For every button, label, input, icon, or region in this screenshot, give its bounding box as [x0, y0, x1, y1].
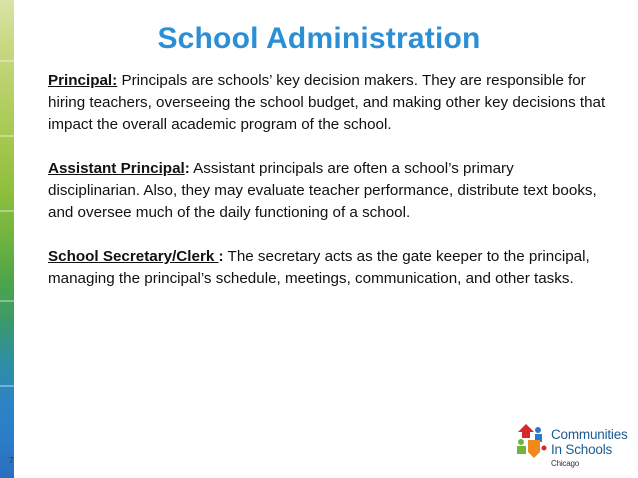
section-school-secretary — [48, 246, 608, 290]
slide-title: School Administration — [157, 22, 481, 55]
section-text: Principals are schools’ key decision makers. They are responsible for hiring teachers, overseeing the school budget, and making other key decisions that impact the overall academic program of the school. — [48, 72, 606, 133]
logo-text-line3: Chicago — [551, 459, 579, 468]
section-term: Principal: — [48, 72, 118, 89]
section-assistant-principal — [48, 158, 608, 224]
page-number: 7 — [9, 456, 14, 465]
communities-in-schools-logo — [516, 418, 628, 472]
communities-in-schools-mark-icon — [516, 422, 548, 462]
section-text: The secretary acts as the gate keeper to the principal, managing the principal’s schedule, meetings, communication, and other tasks. — [48, 248, 590, 287]
section-text: Assistant principals are often a school’s primary disciplinarian. Also, they may evaluate teacher performance, distribute text books, and oversee much of the daily functioning of a school. — [48, 160, 597, 221]
section-term: School Secretary/Clerk — [48, 248, 219, 265]
slide-body — [48, 70, 608, 312]
section-separator: : — [218, 248, 224, 265]
logo-text-line2: In Schools — [551, 442, 613, 457]
left-decorative-band — [0, 0, 14, 478]
section-term: Assistant Principal — [48, 160, 185, 177]
section-principal — [48, 70, 608, 136]
section-separator: : — [184, 160, 190, 177]
logo-text-line1: Communities — [551, 427, 628, 442]
